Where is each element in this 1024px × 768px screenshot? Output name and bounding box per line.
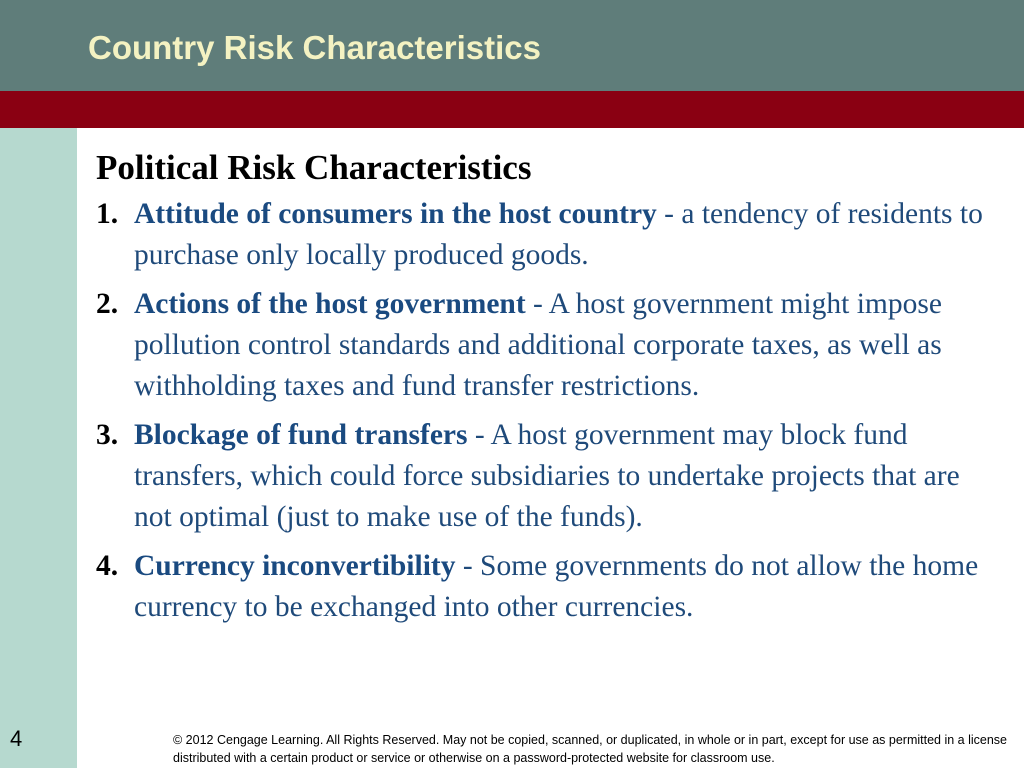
accent-bar xyxy=(0,91,1024,128)
item-term: Currency inconvertibility xyxy=(134,550,456,582)
item-description: - A host government may block fund transfers, which could force subsidiaries to undertake projects that are not optimal (just to make use of the funds). xyxy=(134,419,960,533)
item-number: 1. xyxy=(96,198,119,230)
risk-list xyxy=(96,194,996,628)
item-number: 4. xyxy=(96,550,119,582)
list-item xyxy=(96,284,996,407)
title-bar xyxy=(0,0,1024,91)
item-description: - Some governments do not allow the home currency to be exchanged into other currencies. xyxy=(134,550,979,623)
item-number: 2. xyxy=(96,288,119,320)
section-heading: Political Risk Characteristics xyxy=(96,148,532,187)
copyright-notice: © 2012 Cengage Learning. All Rights Reserved. May not be copied, scanned, or duplicated, in whole or in part, except for use as permitted in a license distributed with a certain product or service or otherwise on a password-protected website for classroom use. xyxy=(173,733,1008,765)
list-item xyxy=(96,194,996,276)
list-item xyxy=(96,546,996,628)
slide-content xyxy=(96,146,996,636)
list-item xyxy=(96,415,996,538)
item-description: - a tendency of residents to purchase only locally produced goods. xyxy=(134,198,983,271)
item-description: - A host government might impose pollution control standards and additional corporate taxes, as well as withholding taxes and fund transfer restrictions. xyxy=(134,288,942,402)
slide-title: Country Risk Characteristics xyxy=(88,29,541,66)
side-panel xyxy=(0,128,77,768)
item-term: Blockage of fund transfers xyxy=(134,419,468,451)
item-number: 3. xyxy=(96,419,119,451)
page-number: 4 xyxy=(10,726,23,751)
item-term: Actions of the host government xyxy=(134,288,526,320)
item-term: Attitude of consumers in the host country xyxy=(134,198,657,230)
